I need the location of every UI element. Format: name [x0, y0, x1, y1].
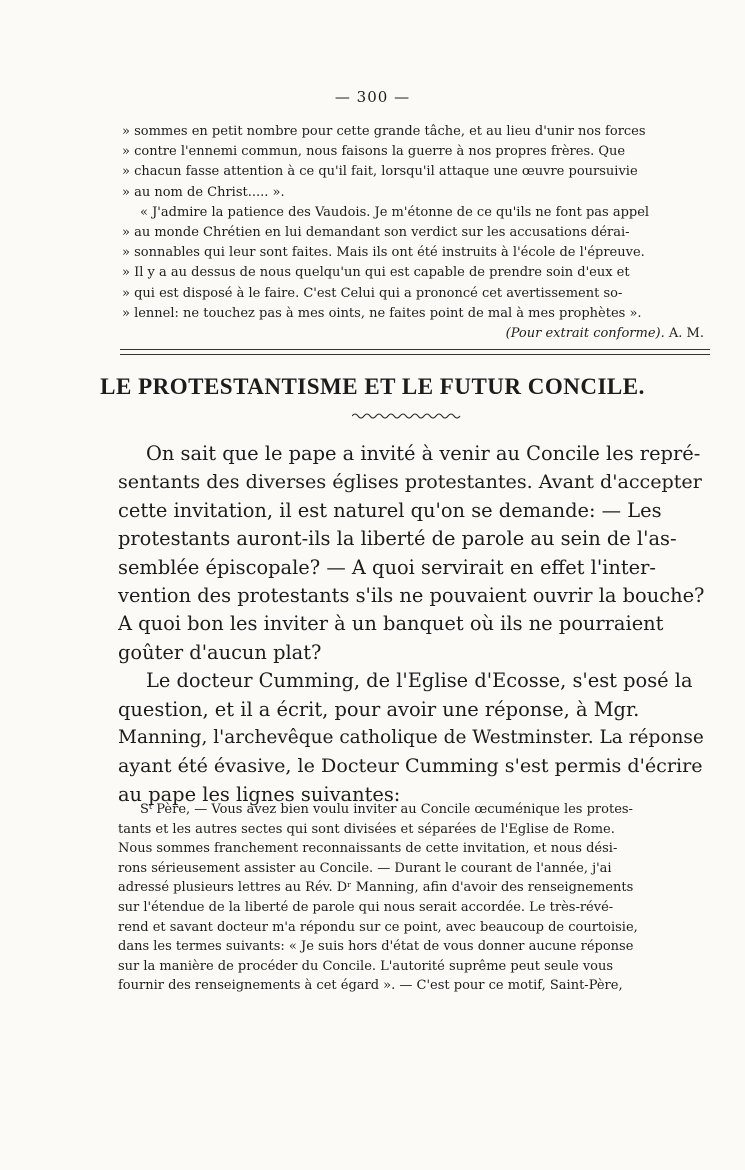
- article-line: A quoi bon les inviter à un banquet où ils ne pourraient: [118, 612, 664, 636]
- article-line: ayant été évasive, le Docteur Cumming s'est permis d'écrire: [118, 754, 703, 778]
- letter-line: fournir des renseignements à cet égard ». — C'est pour ce motif, Saint-Père,: [118, 978, 623, 994]
- quote-line: » qui est disposé à le faire. C'est Celui qui a prononcé cet avertissement so-: [122, 285, 623, 301]
- letter-line: sur l'étendue de la liberté de parole qui nous serait accordée. Le très-révé-: [118, 899, 614, 915]
- article-line: vention des protestants s'ils ne pouvaient ouvrir la bouche?: [118, 583, 705, 607]
- article-line: semblée épiscopale? — A quoi servirait en effet l'inter-: [118, 555, 656, 579]
- letter-line: rons sérieusement assister au Concile. — Durant le courant de l'année, j'ai: [118, 860, 612, 876]
- letter-line: Sᵗ Père, — Vous avez bien voulu inviter au Concile œcuménique les protes-: [140, 802, 633, 817]
- quote-line: » sonnables qui leur sont faites. Mais ils ont été instruits à l'école de l'épreuve.: [122, 245, 645, 261]
- quote-line: » contre l'ennemi commun, nous faisons la guerre à nos propres frères. Que: [122, 144, 626, 160]
- quote-line: » sommes en petit nombre pour cette grande tâche, et au lieu d'unir nos forces: [122, 124, 646, 139]
- section-title: LE PROTESTANTISME ET LE FUTUR CONCILE.: [100, 374, 645, 399]
- quote-line: « J'admire la patience des Vaudois. Je m'étonne de ce qu'ils ne font pas appel: [140, 204, 650, 220]
- quote-line: » lennel: ne touchez pas à mes oints, ne faites point de mal à mes prophètes ».: [122, 305, 642, 321]
- letter-text: [118, 800, 712, 996]
- article-line: goûter d'aucun plat?: [118, 640, 322, 664]
- signature-italic: (Pour extrait conforme).: [505, 325, 665, 341]
- signature: [122, 324, 710, 344]
- letter-line: dans les termes suivants: « Je suis hors d'état de vous donner aucune réponse: [118, 939, 634, 955]
- article-line: Le docteur Cumming, de l'Eglise d'Ecosse, s'est posé la: [146, 669, 693, 693]
- article-line: protestants auront-ils la liberté de parole au sein de l'as-: [118, 527, 677, 551]
- article-line: Manning, l'archevêque catholique de Westminster. La réponse: [118, 726, 704, 748]
- signature-initials: A. M.: [668, 325, 704, 341]
- letter-line: rend et savant docteur m'a répondu sur ce point, avec beaucoup de courtoisie,: [118, 919, 638, 935]
- quote-line: » Il y a au dessus de nous quelqu'un qui est capable de prendre soin d'eux et: [122, 265, 630, 281]
- quote-line: » au nom de Christ..... ».: [122, 184, 285, 200]
- article-line: au pape les lignes suivantes:: [118, 782, 401, 806]
- letter-line: Nous sommes franchement reconnaissants de cette invitation, et nous dési-: [118, 841, 618, 857]
- article-text: [118, 440, 710, 809]
- letter-line: sur la manière de procéder du Concile. L'autorité suprême peut seule vous: [118, 958, 614, 974]
- quote-block: [122, 122, 710, 344]
- letter-line: tants et les autres sectes qui sont divisées et séparées de l'Eglise de Rome.: [118, 821, 615, 837]
- article-line: cette invitation, il est naturel qu'on se demande: — Les: [118, 498, 662, 522]
- article-line: sentants des diverses églises protestantes. Avant d'accepter: [118, 470, 702, 494]
- section-divider: [120, 349, 710, 355]
- quote-line: » au monde Chrétien en lui demandant son verdict sur les accusations dérai-: [122, 224, 630, 240]
- letter-line: adressé plusieurs lettres au Rév. Dʳ Manning, afin d'avoir des renseignements: [118, 880, 634, 896]
- quote-line: » chacun fasse attention à ce qu'il fait, lorsqu'il attaque une œuvre poursuivie: [122, 164, 638, 180]
- title-ornament: [352, 412, 462, 420]
- article-line: On sait que le pape a invité à venir au Concile les repré-: [146, 442, 701, 465]
- article-line: question, et il a écrit, pour avoir une réponse, à Mgr.: [118, 697, 640, 721]
- page-number: — 300 —: [334, 88, 411, 106]
